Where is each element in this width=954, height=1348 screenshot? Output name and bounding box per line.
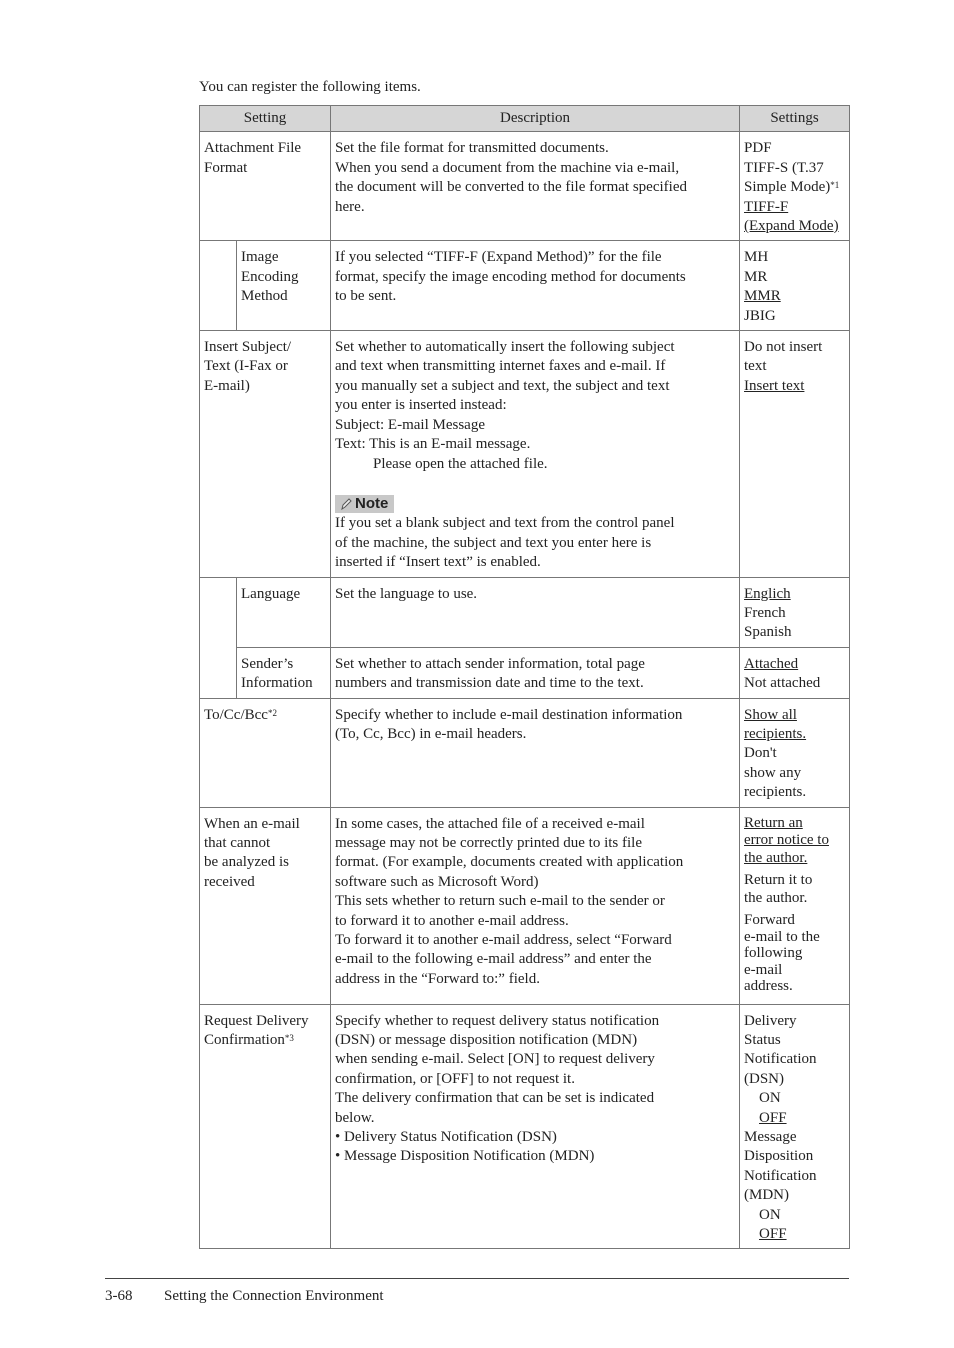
blank-line xyxy=(335,474,735,493)
table-row xyxy=(200,698,850,807)
description-text: the document will be converted to the file format specified xyxy=(335,179,687,196)
option-text: Status xyxy=(744,1032,781,1048)
table-row xyxy=(200,241,850,331)
setting-text: that cannot xyxy=(204,835,271,851)
option-text: (DSN) xyxy=(744,1070,785,1087)
option-default-text: OFF xyxy=(759,1109,787,1126)
options-cell xyxy=(740,698,850,807)
option-default: Attached xyxy=(744,655,799,672)
setting-text: Insert Subject/ xyxy=(204,339,292,356)
note-label: Note xyxy=(355,494,389,512)
description-text: Specify whether to request delivery status notification xyxy=(335,1012,660,1029)
options-cell xyxy=(740,331,850,577)
option-text: MH xyxy=(744,249,769,266)
setting-text: Image xyxy=(241,249,279,266)
option-default-text: OFF xyxy=(759,1226,787,1243)
description-cell xyxy=(331,1004,740,1249)
description-text: If you selected “TIFF-F (Expand Method)” for the file xyxy=(335,249,662,266)
footnote-ref: *1 xyxy=(830,180,840,191)
option-text: Notification xyxy=(744,1167,817,1184)
option-text xyxy=(744,178,845,197)
description-text: format, specify the image encoding method for documents xyxy=(335,268,686,285)
table-row xyxy=(200,647,850,698)
option-text: French xyxy=(744,604,786,621)
setting-text: received xyxy=(204,873,255,890)
option-default: (Expand Mode) xyxy=(744,218,839,235)
description-text: (DSN) or message disposition notification (MDN) xyxy=(335,1032,638,1048)
description-text: address in the “Forward to:” field. xyxy=(335,970,540,987)
indent-spacer xyxy=(200,577,237,647)
option-text: address. xyxy=(744,978,793,995)
option-default: recipients. xyxy=(744,725,807,742)
options-cell xyxy=(740,1004,850,1249)
description-cell xyxy=(331,647,740,698)
description-cell xyxy=(331,807,740,1004)
description-text: • Message Disposition Notification (MDN) xyxy=(335,1148,595,1165)
option-default xyxy=(744,1109,845,1128)
indent-spacer xyxy=(200,241,237,331)
option-default: Return an xyxy=(744,814,803,831)
description-cell xyxy=(331,577,740,647)
setting-text: E-mail) xyxy=(204,377,250,394)
intro-text: You can register the following items. xyxy=(199,79,421,95)
description-text: In some cases, the attached file of a received e-mail xyxy=(335,815,645,832)
description-text: numbers and transmission date and time to the text. xyxy=(335,675,644,692)
setting-text xyxy=(204,1031,326,1050)
description-text: When you send a document from the machine via e-mail, xyxy=(335,159,680,176)
setting-cell xyxy=(200,1004,331,1249)
setting-cell xyxy=(200,331,331,577)
chapter-title: Setting the Connection Environment xyxy=(164,1288,384,1304)
option-text: e-mail to the xyxy=(744,928,820,945)
description-text: Specify whether to include e-mail destination information xyxy=(335,706,683,723)
option-default: the author. xyxy=(744,849,808,866)
header-description: Description xyxy=(331,106,740,132)
option-text: Spanish xyxy=(744,624,792,641)
setting-text xyxy=(204,706,326,725)
description-text: when sending e-mail. Select [ON] to request delivery xyxy=(335,1051,655,1068)
setting-text: Method xyxy=(241,288,288,305)
setting-text: Sender’s xyxy=(241,655,294,672)
option-text: Message xyxy=(744,1129,797,1146)
setting-text: be analyzed is xyxy=(204,854,289,871)
setting-cell xyxy=(237,647,331,698)
options-cell xyxy=(740,241,850,331)
option-text: text xyxy=(744,358,767,375)
setting-text-part: To/Cc/Bcc xyxy=(204,706,268,723)
option-group-return-author xyxy=(744,872,845,907)
setting-text: Text (I-Fax or xyxy=(204,358,288,375)
description-text: Set the language to use. xyxy=(335,585,478,602)
option-text: PDF xyxy=(744,140,772,157)
description-text: Set whether to automatically insert the following subject xyxy=(335,339,675,356)
description-text: software such as Microsoft Word) xyxy=(335,873,539,890)
table-row xyxy=(200,132,850,241)
description-text: The delivery confirmation that can be set is indicated xyxy=(335,1090,655,1107)
option-text: recipients. xyxy=(744,784,807,801)
footnote-ref: *3 xyxy=(284,1033,294,1043)
setting-text: Encoding xyxy=(241,268,299,285)
option-default: Insert text xyxy=(744,377,805,394)
indent-spacer xyxy=(200,647,237,698)
settings-table xyxy=(199,105,850,1249)
option-text: TIFF-S (T.37 xyxy=(744,159,824,176)
description-text: confirmation, or [OFF] to not request it. xyxy=(335,1070,575,1087)
setting-text: When an e-mail xyxy=(204,815,300,832)
option-text: MR xyxy=(744,268,768,285)
option-text: following xyxy=(744,945,803,962)
description-cell xyxy=(331,241,740,331)
setting-cell xyxy=(237,577,331,647)
setting-text: Language xyxy=(241,585,301,602)
option-text: Delivery xyxy=(744,1012,797,1029)
option-text: Don't xyxy=(744,745,777,762)
description-text: you enter is inserted instead: xyxy=(335,397,507,414)
note-text: inserted if “Insert text” is enabled. xyxy=(335,554,541,571)
description-text: here. xyxy=(335,198,365,215)
header-setting: Setting xyxy=(200,106,331,132)
table-row xyxy=(200,577,850,647)
description-text: message may not be correctly printed due to its file xyxy=(335,835,643,851)
description-text: you manually set a subject and text, the subject and text xyxy=(335,377,670,394)
description-text: Subject: E-mail Message xyxy=(335,416,485,433)
options-cell xyxy=(740,807,850,1004)
option-text: Do not insert xyxy=(744,339,823,356)
footer-divider xyxy=(105,1278,849,1279)
setting-text: Attachment File xyxy=(204,140,302,157)
description-text: (To, Cc, Bcc) in e-mail headers. xyxy=(335,725,527,742)
option-group-return-notice xyxy=(744,815,845,868)
pencil-icon xyxy=(339,497,353,511)
description-cell xyxy=(331,698,740,807)
option-text: Not attached xyxy=(744,675,821,692)
description-text: Text: This is an E-mail message. xyxy=(335,436,531,453)
note-badge xyxy=(335,495,394,513)
option-text: Return it to xyxy=(744,872,813,889)
description-text: To forward it to another e-mail address, select “Forward xyxy=(335,932,672,949)
header-settings: Settings xyxy=(740,106,850,132)
note-text: If you set a blank subject and text from the control panel xyxy=(335,515,675,532)
option-text: JBIG xyxy=(744,307,776,324)
setting-cell xyxy=(200,132,331,241)
option-default: MMR xyxy=(744,288,781,305)
description-text: to be sent. xyxy=(335,288,397,305)
description-cell xyxy=(331,132,740,241)
table-row xyxy=(200,1004,850,1249)
option-text: show any xyxy=(744,764,802,781)
option-default: error notice to xyxy=(744,832,829,849)
description-text: This sets whether to return such e-mail to the sender or xyxy=(335,893,665,910)
option-text: the author. xyxy=(744,889,808,906)
option-text: Forward xyxy=(744,912,795,929)
setting-text-part: Confirmation xyxy=(204,1032,285,1048)
option-text: Disposition xyxy=(744,1148,814,1165)
option-text: e-mail xyxy=(744,961,783,978)
option-default: Englich xyxy=(744,585,791,602)
description-text: format. (For example, documents created with application xyxy=(335,854,684,871)
table-row xyxy=(200,331,850,577)
table-row xyxy=(200,807,850,1004)
description-text: Set whether to attach sender information, total page xyxy=(335,655,645,672)
option-default: TIFF-F xyxy=(744,198,789,215)
description-text: and text when transmitting internet faxes and e-mail. If xyxy=(335,358,666,375)
option-text: ON xyxy=(759,1090,781,1107)
setting-cell xyxy=(200,807,331,1004)
setting-text: Information xyxy=(241,675,313,692)
page-number: 3-68 xyxy=(105,1288,133,1304)
setting-text: Request Delivery xyxy=(204,1012,309,1029)
footnote-ref: *2 xyxy=(267,707,277,718)
options-cell xyxy=(740,647,850,698)
description-cell xyxy=(331,331,740,577)
description-text: to forward it to another e-mail address. xyxy=(335,912,569,929)
option-text-part: Simple Mode) xyxy=(744,179,831,196)
description-text: • Delivery Status Notification (DSN) xyxy=(335,1129,557,1146)
description-text: e-mail to the following e-mail address” and enter the xyxy=(335,951,652,968)
setting-cell xyxy=(200,698,331,807)
option-default xyxy=(744,1225,845,1244)
description-text: below. xyxy=(335,1109,375,1126)
option-default: Show all xyxy=(744,706,797,723)
description-text: Please open the attached file. xyxy=(373,455,548,472)
setting-cell xyxy=(237,241,331,331)
option-text: (MDN) xyxy=(744,1187,790,1204)
setting-text: Format xyxy=(204,159,248,176)
option-group-forward xyxy=(744,912,845,995)
note-text: of the machine, the subject and text you enter here is xyxy=(335,534,652,551)
option-text: ON xyxy=(759,1206,781,1223)
table-header-row xyxy=(200,106,850,132)
options-cell xyxy=(740,577,850,647)
options-cell xyxy=(740,132,850,241)
description-text: Set the file format for transmitted documents. xyxy=(335,140,609,157)
option-text: Notification xyxy=(744,1051,817,1068)
